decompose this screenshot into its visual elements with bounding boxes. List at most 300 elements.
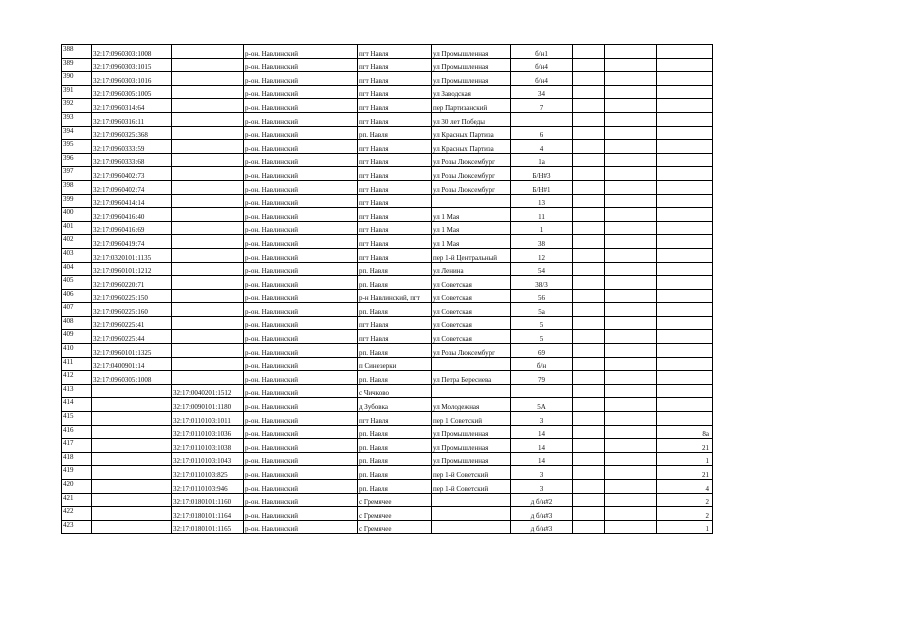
region-cell: р-он. Навлинский: [244, 344, 358, 358]
locality-cell: пгт Навля: [358, 112, 432, 126]
row-number: 388: [62, 45, 92, 59]
cadastral-number: 32:17:0400901:14: [92, 357, 172, 371]
row-number: 406: [62, 289, 92, 303]
cadastral-number: 32:17:0960303:1015: [92, 58, 172, 72]
street-cell: ул Розы Люксембург: [432, 153, 511, 167]
row-number: 400: [62, 208, 92, 222]
extra-cell: [573, 58, 605, 72]
extra-cell: [605, 520, 657, 534]
extra-cell: [573, 85, 605, 99]
extra-cell: [657, 72, 713, 86]
extra-cell: [657, 112, 713, 126]
row-number: 415: [62, 412, 92, 426]
extra-cell: [573, 194, 605, 208]
locality-cell: пгт Навля: [358, 316, 432, 330]
region-cell: р-он. Навлинский: [244, 208, 358, 222]
street-cell: пер 1-й Центральный: [432, 248, 511, 262]
registry-table-body: [62, 45, 713, 534]
extra-cell: [605, 248, 657, 262]
cadastral-number: [92, 466, 172, 480]
extra-cell: [573, 303, 605, 317]
locality-cell: пгт Навля: [358, 167, 432, 181]
cadastral-number: 32:17:0960101:1325: [92, 344, 172, 358]
extra-cell: [657, 316, 713, 330]
cadastral-number-alt: [172, 371, 244, 385]
region-cell: р-он. Навлинский: [244, 357, 358, 371]
cadastral-number-alt: [172, 208, 244, 222]
house-cell: 54: [511, 262, 573, 276]
locality-cell: рп. Навля: [358, 480, 432, 494]
extra-cell: [573, 412, 605, 426]
row-number: 414: [62, 398, 92, 412]
cadastral-number-alt: 32:17:0180101:1164: [172, 507, 244, 521]
locality-cell: с Гремячее: [358, 507, 432, 521]
region-cell: р-он. Навлинский: [244, 398, 358, 412]
region-cell: р-он. Навлинский: [244, 480, 358, 494]
extra-cell: [657, 303, 713, 317]
extra-cell: [605, 221, 657, 235]
cadastral-number: [92, 493, 172, 507]
region-cell: р-он. Навлинский: [244, 316, 358, 330]
cadastral-number-alt: [172, 357, 244, 371]
region-cell: р-он. Навлинский: [244, 85, 358, 99]
cadastral-number: [92, 412, 172, 426]
house-cell: Б/Н#1: [511, 180, 573, 194]
locality-cell: пгт Навля: [358, 140, 432, 154]
street-cell: пер 1-й Советский: [432, 480, 511, 494]
table-row: [62, 316, 713, 330]
table-row: [62, 330, 713, 344]
row-number: 411: [62, 357, 92, 371]
street-cell: [432, 507, 511, 521]
extra-cell: [573, 425, 605, 439]
row-number: 403: [62, 248, 92, 262]
extra-cell: [573, 126, 605, 140]
street-cell: пер 1-й Советский: [432, 466, 511, 480]
house-cell: д б/н#3: [511, 507, 573, 521]
house-cell: 34: [511, 85, 573, 99]
table-row: [62, 262, 713, 276]
cadastral-number: 32:17:0960225:41: [92, 316, 172, 330]
cadastral-number: 32:17:0960416:40: [92, 208, 172, 222]
street-cell: ул 1 Мая: [432, 208, 511, 222]
table-row: [62, 221, 713, 235]
table-row: [62, 208, 713, 222]
region-cell: р-он. Навлинский: [244, 235, 358, 249]
table-row: [62, 384, 713, 398]
extra-cell: [573, 344, 605, 358]
region-cell: р-он. Навлинский: [244, 153, 358, 167]
locality-cell: пгт Навля: [358, 330, 432, 344]
cadastral-number-alt: [172, 330, 244, 344]
extra-cell: [605, 384, 657, 398]
extra-cell: [605, 330, 657, 344]
region-cell: р-он. Навлинский: [244, 493, 358, 507]
locality-cell: пгт Навля: [358, 180, 432, 194]
row-number: 392: [62, 99, 92, 113]
extra-cell: [573, 466, 605, 480]
extra-cell: [605, 194, 657, 208]
cadastral-number: 32:17:0960414:14: [92, 194, 172, 208]
cadastral-number-alt: [172, 303, 244, 317]
table-row: [62, 167, 713, 181]
extra-cell: [657, 99, 713, 113]
cadastral-number: 32:17:0960316:11: [92, 112, 172, 126]
region-cell: р-он. Навлинский: [244, 221, 358, 235]
locality-cell: пгт Навля: [358, 153, 432, 167]
cadastral-number: [92, 425, 172, 439]
house-cell: 14: [511, 425, 573, 439]
house-cell: 79: [511, 371, 573, 385]
row-number: 390: [62, 72, 92, 86]
street-cell: ул Промышленная: [432, 45, 511, 59]
cadastral-number: [92, 480, 172, 494]
region-cell: р-он. Навлинский: [244, 384, 358, 398]
cadastral-number-alt: [172, 58, 244, 72]
street-cell: [432, 384, 511, 398]
row-number: 407: [62, 303, 92, 317]
extra-cell: [573, 262, 605, 276]
locality-cell: рп. Навля: [358, 126, 432, 140]
cadastral-number: 32:17:0320101:1135: [92, 248, 172, 262]
region-cell: р-он. Навлинский: [244, 112, 358, 126]
row-number: 398: [62, 180, 92, 194]
table-row: [62, 357, 713, 371]
cadastral-number-alt: 32:17:0110103:1011: [172, 412, 244, 426]
cadastral-number-alt: 32:17:0040201:1512: [172, 384, 244, 398]
cadastral-number-alt: [172, 85, 244, 99]
locality-cell: пгт Навля: [358, 412, 432, 426]
extra-cell: [573, 480, 605, 494]
row-number: 397: [62, 167, 92, 181]
extra-cell: [657, 384, 713, 398]
table-row: [62, 439, 713, 453]
extra-cell: [605, 398, 657, 412]
extra-cell: [657, 262, 713, 276]
cadastral-number: 32:17:0960402:73: [92, 167, 172, 181]
table-row: [62, 235, 713, 249]
street-cell: ул Промышленная: [432, 452, 511, 466]
cadastral-number: 32:17:0960101:1212: [92, 262, 172, 276]
table-row: [62, 153, 713, 167]
cadastral-number: [92, 452, 172, 466]
extra-cell: [657, 330, 713, 344]
street-cell: ул Розы Люксембург: [432, 167, 511, 181]
house-cell: 14: [511, 439, 573, 453]
street-cell: ул Заводская: [432, 85, 511, 99]
row-number: 420: [62, 480, 92, 494]
table-row: [62, 493, 713, 507]
house-cell: 69: [511, 344, 573, 358]
extra-cell: [657, 344, 713, 358]
region-cell: р-он. Навлинский: [244, 466, 358, 480]
house-cell: 4: [511, 140, 573, 154]
locality-cell: пгт Навля: [358, 248, 432, 262]
region-cell: р-он. Навлинский: [244, 262, 358, 276]
street-cell: ул Розы Люксембург: [432, 344, 511, 358]
house-cell: 38/3: [511, 276, 573, 290]
locality-cell: с Гремячее: [358, 520, 432, 534]
house-cell: 1: [511, 221, 573, 235]
extra-cell: [657, 140, 713, 154]
extra-cell: [573, 153, 605, 167]
cadastral-number-alt: [172, 289, 244, 303]
house-cell: 6: [511, 126, 573, 140]
extra-cell: [573, 493, 605, 507]
cadastral-number: 32:17:0960333:59: [92, 140, 172, 154]
region-cell: р-он. Навлинский: [244, 439, 358, 453]
street-cell: ул Молодежная: [432, 398, 511, 412]
street-cell: ул Советская: [432, 303, 511, 317]
cadastral-number-alt: [172, 235, 244, 249]
table-row: [62, 452, 713, 466]
locality-cell: пгт Навля: [358, 235, 432, 249]
extra-cell: [657, 194, 713, 208]
house-cell: 13: [511, 194, 573, 208]
extra-cell: 2: [657, 493, 713, 507]
extra-cell: [573, 289, 605, 303]
cadastral-number: [92, 384, 172, 398]
locality-cell: пгт Навля: [358, 221, 432, 235]
region-cell: р-он. Навлинский: [244, 289, 358, 303]
cadastral-number-alt: 32:17:0090101:1180: [172, 398, 244, 412]
row-number: 410: [62, 344, 92, 358]
street-cell: ул Советская: [432, 316, 511, 330]
cadastral-number: [92, 439, 172, 453]
extra-cell: [573, 330, 605, 344]
row-number: 423: [62, 520, 92, 534]
cadastral-number-alt: [172, 262, 244, 276]
locality-cell: пгт Навля: [358, 99, 432, 113]
cadastral-number-alt: 32:17:0110103:1036: [172, 425, 244, 439]
table-row: [62, 112, 713, 126]
row-number: 418: [62, 452, 92, 466]
cadastral-number: 32:17:0960416:69: [92, 221, 172, 235]
extra-cell: [657, 167, 713, 181]
row-number: 396: [62, 153, 92, 167]
region-cell: р-он. Навлинский: [244, 452, 358, 466]
extra-cell: 2: [657, 507, 713, 521]
street-cell: ул Промышленная: [432, 425, 511, 439]
locality-cell: рп. Навля: [358, 452, 432, 466]
extra-cell: [657, 208, 713, 222]
cadastral-number-alt: [172, 112, 244, 126]
extra-cell: [573, 248, 605, 262]
extra-cell: 8а: [657, 425, 713, 439]
cadastral-number-alt: [172, 221, 244, 235]
street-cell: ул 30 лет Победы: [432, 112, 511, 126]
cadastral-number: 32:17:0960303:1016: [92, 72, 172, 86]
extra-cell: [573, 507, 605, 521]
region-cell: р-он. Навлинский: [244, 371, 358, 385]
street-cell: ул Советская: [432, 276, 511, 290]
row-number: 394: [62, 126, 92, 140]
locality-cell: рп. Навля: [358, 466, 432, 480]
table-row: [62, 412, 713, 426]
locality-cell: с Гремячее: [358, 493, 432, 507]
table-row: [62, 180, 713, 194]
street-cell: ул Советская: [432, 330, 511, 344]
cadastral-number-alt: [172, 344, 244, 358]
table-row: [62, 425, 713, 439]
region-cell: р-он. Навлинский: [244, 180, 358, 194]
region-cell: р-он. Навлинский: [244, 276, 358, 290]
extra-cell: [657, 85, 713, 99]
extra-cell: [573, 221, 605, 235]
extra-cell: [657, 371, 713, 385]
row-number: 412: [62, 371, 92, 385]
table-row: [62, 194, 713, 208]
extra-cell: [605, 235, 657, 249]
extra-cell: [657, 412, 713, 426]
street-cell: ул Промышленная: [432, 439, 511, 453]
table-row: [62, 58, 713, 72]
house-cell: 5а: [511, 303, 573, 317]
extra-cell: [605, 72, 657, 86]
cadastral-number: 32:17:0960225:160: [92, 303, 172, 317]
house-cell: д б/н#2: [511, 493, 573, 507]
house-cell: 5: [511, 330, 573, 344]
extra-cell: [573, 316, 605, 330]
row-number: 402: [62, 235, 92, 249]
extra-cell: [573, 235, 605, 249]
region-cell: р-он. Навлинский: [244, 425, 358, 439]
table-row: [62, 85, 713, 99]
street-cell: ул Ленина: [432, 262, 511, 276]
extra-cell: [573, 180, 605, 194]
house-cell: б/н4: [511, 72, 573, 86]
extra-cell: [605, 99, 657, 113]
table-row: [62, 303, 713, 317]
cadastral-number: 32:17:0960305:1005: [92, 85, 172, 99]
street-cell: пер 1 Советский: [432, 412, 511, 426]
house-cell: д б/н#3: [511, 520, 573, 534]
extra-cell: [573, 384, 605, 398]
region-cell: р-он. Навлинский: [244, 99, 358, 113]
locality-cell: пгт Навля: [358, 208, 432, 222]
extra-cell: [605, 316, 657, 330]
extra-cell: [657, 398, 713, 412]
cadastral-number-alt: [172, 126, 244, 140]
extra-cell: [605, 126, 657, 140]
locality-cell: рп. Навля: [358, 425, 432, 439]
table-row: [62, 520, 713, 534]
extra-cell: [573, 167, 605, 181]
extra-cell: [605, 140, 657, 154]
region-cell: р-он. Навлинский: [244, 194, 358, 208]
house-cell: Б/Н#3: [511, 167, 573, 181]
cadastral-number: 32:17:0960225:150: [92, 289, 172, 303]
table-row: [62, 466, 713, 480]
street-cell: ул Петра Бересиева: [432, 371, 511, 385]
table-row: [62, 344, 713, 358]
house-cell: 5: [511, 316, 573, 330]
street-cell: ул Красных Партиза: [432, 126, 511, 140]
street-cell: [432, 520, 511, 534]
street-cell: ул Красных Партиза: [432, 140, 511, 154]
locality-cell: рп. Навля: [358, 439, 432, 453]
extra-cell: [605, 180, 657, 194]
row-number: 421: [62, 493, 92, 507]
extra-cell: [605, 289, 657, 303]
extra-cell: [657, 221, 713, 235]
row-number: 408: [62, 316, 92, 330]
row-number: 419: [62, 466, 92, 480]
cadastral-number: [92, 398, 172, 412]
row-number: 409: [62, 330, 92, 344]
extra-cell: [605, 425, 657, 439]
cadastral-number-alt: 32:17:0180101:1165: [172, 520, 244, 534]
cadastral-number: 32:17:0960419:74: [92, 235, 172, 249]
extra-cell: 4: [657, 480, 713, 494]
table-row: [62, 45, 713, 59]
extra-cell: [573, 140, 605, 154]
cadastral-number: 32:17:0960314:64: [92, 99, 172, 113]
extra-cell: 21: [657, 439, 713, 453]
region-cell: р-он. Навлинский: [244, 412, 358, 426]
extra-cell: [605, 45, 657, 59]
extra-cell: [657, 180, 713, 194]
extra-cell: [573, 99, 605, 113]
house-cell: 14: [511, 452, 573, 466]
table-row: [62, 480, 713, 494]
row-number: 422: [62, 507, 92, 521]
extra-cell: [573, 208, 605, 222]
cadastral-number-alt: [172, 194, 244, 208]
extra-cell: [605, 262, 657, 276]
table-row: [62, 99, 713, 113]
extra-cell: 21: [657, 466, 713, 480]
table-row: [62, 72, 713, 86]
house-cell: 12: [511, 248, 573, 262]
street-cell: ул 1 Мая: [432, 221, 511, 235]
locality-cell: пгт Навля: [358, 45, 432, 59]
extra-cell: [605, 493, 657, 507]
row-number: 417: [62, 439, 92, 453]
extra-cell: [657, 58, 713, 72]
table-row: [62, 371, 713, 385]
house-cell: 3: [511, 412, 573, 426]
locality-cell: пгт Навля: [358, 58, 432, 72]
locality-cell: пгт Навля: [358, 85, 432, 99]
cadastral-number-alt: 32:17:0180101:1160: [172, 493, 244, 507]
cadastral-number-alt: [172, 72, 244, 86]
extra-cell: [657, 235, 713, 249]
row-number: 395: [62, 140, 92, 154]
extra-cell: [657, 45, 713, 59]
row-number: 401: [62, 221, 92, 235]
extra-cell: [573, 112, 605, 126]
house-cell: 38: [511, 235, 573, 249]
cadastral-number-alt: 32:17:0110103:1038: [172, 439, 244, 453]
house-cell: б/н: [511, 357, 573, 371]
region-cell: р-он. Навлинский: [244, 330, 358, 344]
region-cell: р-он. Навлинский: [244, 507, 358, 521]
cadastral-number-alt: [172, 316, 244, 330]
cadastral-number-alt: [172, 248, 244, 262]
street-cell: ул Советская: [432, 289, 511, 303]
extra-cell: [605, 357, 657, 371]
extra-cell: [573, 45, 605, 59]
row-number: 416: [62, 425, 92, 439]
house-cell: 11: [511, 208, 573, 222]
street-cell: ул Промышленная: [432, 58, 511, 72]
region-cell: р-он. Навлинский: [244, 72, 358, 86]
cadastral-number-alt: [172, 99, 244, 113]
extra-cell: 1: [657, 452, 713, 466]
locality-cell: рп. Навля: [358, 371, 432, 385]
cadastral-number: 32:17:0960303:1008: [92, 45, 172, 59]
